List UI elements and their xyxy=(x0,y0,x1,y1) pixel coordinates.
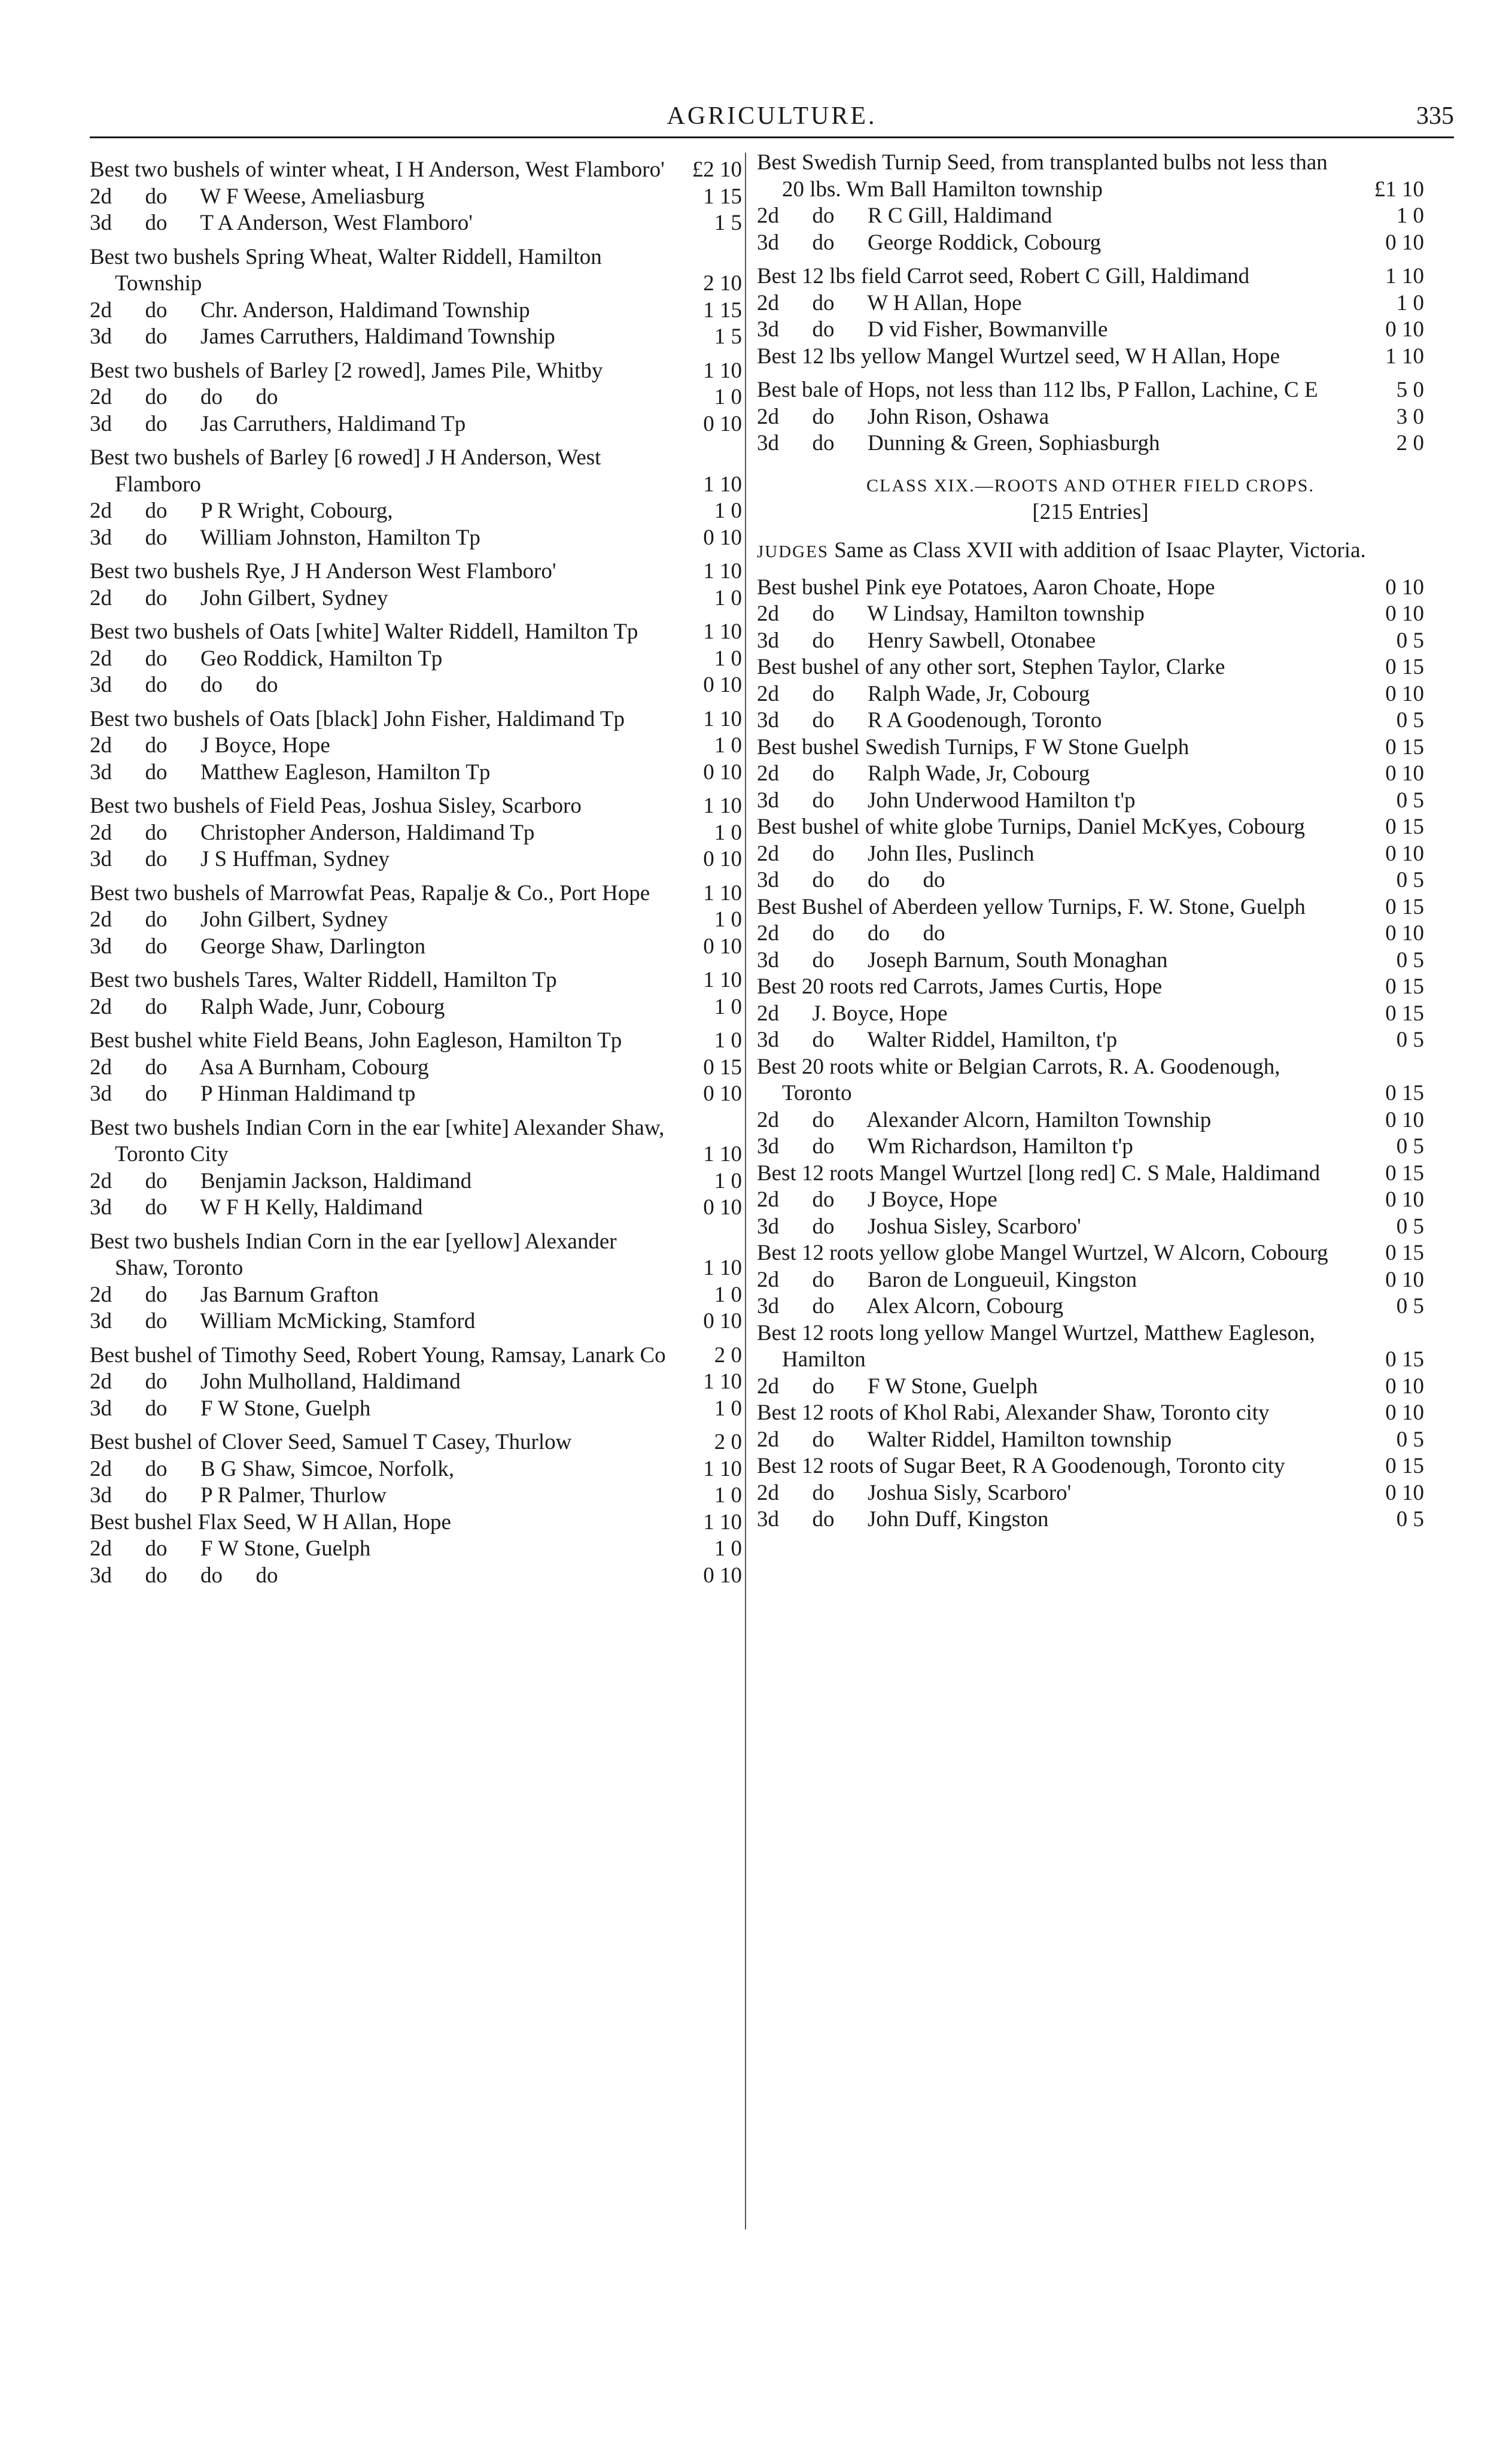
prize-amount: 0 15 xyxy=(1385,1001,1424,1026)
entry-text: 2d do John Mulholland, Haldimand xyxy=(90,1369,461,1394)
entry-text: Best two bushels of Oats [white] Walter Riddell, Hamilton Tp xyxy=(90,619,638,644)
entry-text: Best two bushels of Barley [6 rowed] J H Anderson, West Flamboro xyxy=(90,445,607,497)
prize-amount: 0 10 xyxy=(1385,761,1424,786)
prize-entry xyxy=(90,793,742,820)
prize-amount: 1 15 xyxy=(703,184,742,209)
prize-amount: 1 0 xyxy=(714,1396,742,1421)
prize-amount: 1 0 xyxy=(1396,203,1424,228)
entry-text: 3d do Walter Riddel, Hamilton, t'p xyxy=(757,1028,1118,1052)
entry-text: 3d do George Shaw, Darlington xyxy=(90,934,426,959)
prize-entry xyxy=(757,404,1424,431)
entry-text: 3d do do do xyxy=(90,673,278,697)
prize-entry xyxy=(90,759,742,786)
entry-text: 2d do Christopher Anderson, Haldimand Tp xyxy=(90,820,535,845)
entry-text: Best bushel Pink eye Potatoes, Aaron Choate, Hope xyxy=(757,575,1215,600)
prize-amount: 0 5 xyxy=(1396,1507,1424,1532)
prize-entry xyxy=(757,263,1424,290)
prize-entry xyxy=(757,344,1424,370)
prize-amount: 1 0 xyxy=(714,994,742,1019)
prize-amount: 1 5 xyxy=(714,211,742,235)
prize-amount: 0 10 xyxy=(1385,1267,1424,1292)
prize-entry xyxy=(757,203,1424,230)
prize-amount: 0 15 xyxy=(1385,815,1424,839)
prize-entry xyxy=(90,525,742,552)
entry-text: 3d do James Carruthers, Haldimand Township xyxy=(90,324,555,349)
prize-entry xyxy=(90,1396,742,1423)
entry-text: 2d do John Gilbert, Sydney xyxy=(90,907,388,932)
prize-amount: 1 10 xyxy=(1385,344,1424,369)
prize-entry xyxy=(757,430,1424,457)
prize-entry xyxy=(90,1081,742,1108)
prize-entry xyxy=(757,920,1424,947)
prize-entry xyxy=(90,706,742,733)
entry-text: Best two bushels of winter wheat, I H Anderson, West Flamboro' xyxy=(90,157,665,182)
entry-text: 3d do F W Stone, Guelph xyxy=(90,1396,371,1421)
prize-entry xyxy=(90,1115,742,1168)
prize-entry xyxy=(757,1187,1424,1214)
prize-amount: 1 10 xyxy=(703,1456,742,1481)
entry-text: Best bale of Hops, not less than 112 lbs, P Fallon, Lachine, C E xyxy=(757,378,1318,402)
prize-amount: 0 5 xyxy=(1396,788,1424,813)
entry-text: 3d do Wm Richardson, Hamilton t'p xyxy=(757,1134,1133,1159)
entry-text: 2d do Chr. Anderson, Haldimand Township xyxy=(90,297,530,323)
prize-entry xyxy=(757,894,1424,921)
entry-text: Best 20 roots red Carrots, James Curtis, Hope xyxy=(757,974,1163,999)
prize-amount: 1 10 xyxy=(703,794,742,818)
prize-entry xyxy=(757,230,1424,257)
prize-amount: 0 15 xyxy=(1385,1081,1424,1105)
prize-amount: 0 15 xyxy=(1385,974,1424,999)
entry-text: 3d do Alex Alcorn, Cobourg xyxy=(757,1294,1064,1318)
prize-entry xyxy=(90,1055,742,1081)
entry-text: 2d do Ralph Wade, Junr, Cobourg xyxy=(90,994,445,1019)
prize-amount: 0 5 xyxy=(1396,628,1424,653)
prize-amount: 1 10 xyxy=(703,619,742,644)
entry-text: Best bushel of Clover Seed, Samuel T Casey, Thurlow xyxy=(90,1430,572,1454)
prize-amount: 0 15 xyxy=(1385,1241,1424,1265)
entry-text: Best two bushels Spring Wheat, Walter Riddell, Hamilton Township xyxy=(90,244,607,296)
prize-amount: 0 10 xyxy=(1385,921,1424,946)
prize-amount: 0 10 xyxy=(703,1309,742,1333)
prize-entry xyxy=(90,157,742,184)
right-entries-bottom xyxy=(757,575,1424,1533)
entry-text: Best 12 roots Mangel Wurtzel [long red] C. S Male, Haldimand xyxy=(757,1160,1321,1186)
prize-entry xyxy=(757,1027,1424,1054)
entry-text: 2d do John Rison, Oshawa xyxy=(757,404,1049,429)
prize-amount: 0 10 xyxy=(1385,230,1424,255)
prize-entry xyxy=(90,1456,742,1483)
entry-text: Best 12 lbs yellow Mangel Wurtzel seed, W H Allan, Hope xyxy=(757,344,1280,369)
prize-amount: 1 10 xyxy=(703,968,742,992)
entry-text: Best two bushels of Field Peas, Joshua Sisley, Scarboro xyxy=(90,794,582,818)
prize-amount: 0 10 xyxy=(703,934,742,959)
prize-entry xyxy=(757,974,1424,1001)
prize-entry xyxy=(757,1001,1424,1028)
prize-entry xyxy=(90,585,742,612)
entry-text: 3d do P R Palmer, Thurlow xyxy=(90,1483,387,1508)
prize-amount: 0 10 xyxy=(1385,1107,1424,1132)
prize-entry xyxy=(90,324,742,351)
prize-amount: 0 10 xyxy=(703,1563,742,1588)
prize-entry xyxy=(757,1214,1424,1241)
prize-amount: 1 10 xyxy=(703,472,742,497)
prize-amount: £1 10 xyxy=(1374,177,1424,202)
prize-amount: 0 10 xyxy=(1385,317,1424,342)
entry-text: 3d do Joshua Sisley, Scarboro' xyxy=(757,1214,1081,1239)
entry-text: Best two bushels of Barley [2 rowed], James Pile, Whitby xyxy=(90,358,603,383)
entry-text: 2d do W F Weese, Ameliasburg xyxy=(90,184,425,209)
prize-entry xyxy=(757,628,1424,655)
prize-amount: 0 10 xyxy=(703,1081,742,1106)
entry-text: 3d do John Underwood Hamilton t'p xyxy=(757,788,1136,813)
prize-entry xyxy=(757,1427,1424,1454)
entry-text: 3d do Jas Carruthers, Haldimand Tp xyxy=(90,411,466,436)
entry-text: 2d do F W Stone, Guelph xyxy=(757,1374,1038,1399)
entry-text: 2d do P R Wright, Cobourg, xyxy=(90,499,393,523)
entry-text: 2d do W Lindsay, Hamilton township xyxy=(757,601,1145,626)
prize-entry xyxy=(90,558,742,585)
entry-text: 2d do Baron de Longueuil, Kingston xyxy=(757,1267,1137,1292)
entry-text: 3d do Henry Sawbell, Otonabee xyxy=(757,628,1096,653)
prize-entry xyxy=(757,947,1424,974)
entry-text: 3d do William McMicking, Stamford xyxy=(90,1309,476,1333)
prize-amount: 1 10 xyxy=(703,1369,742,1394)
entry-text: Best two bushels Indian Corn in the ear [yellow] Alexander Shaw, Toronto xyxy=(90,1229,622,1280)
entry-text: Best bushel Flax Seed, W H Allan, Hope xyxy=(90,1509,451,1535)
prize-entry xyxy=(757,377,1424,404)
entry-text: 3d do R A Goodenough, Toronto xyxy=(757,708,1102,733)
prize-amount: 1 10 xyxy=(703,1142,742,1166)
prize-amount: 0 10 xyxy=(1385,1187,1424,1212)
prize-entry xyxy=(757,654,1424,681)
prize-amount: 1 5 xyxy=(714,324,742,349)
prize-entry xyxy=(90,994,742,1021)
prize-amount: 0 10 xyxy=(703,759,742,785)
entry-text: 2d do Ralph Wade, Jr, Cobourg xyxy=(757,761,1090,786)
prize-amount: 0 10 xyxy=(703,411,742,436)
prize-amount: 0 5 xyxy=(1396,947,1424,973)
prize-amount: 1 0 xyxy=(714,1483,742,1508)
prize-amount: 1 10 xyxy=(703,880,742,906)
prize-amount: 0 15 xyxy=(1385,1160,1424,1186)
entry-text: 3d do William Johnston, Hamilton Tp xyxy=(90,525,480,550)
prize-entry xyxy=(757,150,1424,203)
entry-text: 2d do Ralph Wade, Jr, Cobourg xyxy=(757,681,1090,706)
prize-amount: 1 0 xyxy=(714,1168,742,1193)
prize-amount: 0 10 xyxy=(1385,1400,1424,1425)
entry-text: Best Swedish Turnip Seed, from transplanted bulbs not less than 20 lbs. Wm Ball Hamilton township xyxy=(757,150,1333,202)
prize-amount: 1 0 xyxy=(714,1536,742,1561)
prize-entry xyxy=(757,707,1424,734)
prize-amount: 0 15 xyxy=(1385,894,1424,919)
judges-text: Same as Class XVII with addition of Isaac Playter, Victoria. xyxy=(834,537,1366,563)
entry-text: 2d do J Boyce, Hope xyxy=(757,1187,997,1212)
prize-entry xyxy=(757,1107,1424,1134)
prize-amount: 0 10 xyxy=(703,1195,742,1220)
entry-text: 3d do do do xyxy=(757,868,945,892)
prize-entry xyxy=(90,184,742,211)
prize-entry xyxy=(90,672,742,699)
entry-text: 2d do John Gilbert, Sydney xyxy=(90,585,388,610)
running-title: AGRICULTURE. xyxy=(667,102,877,130)
prize-amount: 0 15 xyxy=(1385,1454,1424,1478)
prize-amount: 0 5 xyxy=(1396,1294,1424,1318)
prize-amount: 0 5 xyxy=(1396,868,1424,892)
prize-amount: £2 10 xyxy=(692,157,742,182)
prize-amount: 2 0 xyxy=(714,1342,742,1368)
entry-text: 2d do John Iles, Puslinch xyxy=(757,841,1035,866)
entry-text: 3d do D vid Fisher, Bowmanville xyxy=(757,317,1108,342)
prize-amount: 1 10 xyxy=(703,706,742,731)
prize-amount: 0 10 xyxy=(703,673,742,697)
column-divider xyxy=(745,153,746,2229)
entry-text: 3d do Matthew Eagleson, Hamilton Tp xyxy=(90,759,491,785)
prize-entry xyxy=(757,1054,1424,1107)
prize-entry xyxy=(90,358,742,385)
prize-entry xyxy=(757,601,1424,628)
prize-entry xyxy=(90,967,742,994)
prize-amount: 1 0 xyxy=(714,1028,742,1053)
entry-text: 2d J. Boyce, Hope xyxy=(757,1001,948,1026)
prize-amount: 0 10 xyxy=(1385,1480,1424,1505)
entry-text: Best two bushels of Marrowfat Peas, Rapalje & Co., Port Hope xyxy=(90,880,650,906)
entry-text: 3d do P Hinman Haldimand tp xyxy=(90,1081,416,1106)
prize-amount: 1 0 xyxy=(714,646,742,671)
prize-entry xyxy=(90,1536,742,1563)
prize-amount: 0 15 xyxy=(1385,655,1424,679)
prize-amount: 0 5 xyxy=(1396,1028,1424,1052)
prize-entry xyxy=(90,907,742,934)
prize-amount: 0 10 xyxy=(703,847,742,871)
prize-entry xyxy=(90,646,742,673)
entry-text: Best 12 roots yellow globe Mangel Wurtzel, W Alcorn, Cobourg xyxy=(757,1241,1328,1265)
prize-amount: 5 0 xyxy=(1396,378,1424,402)
entry-text: Best 12 roots long yellow Mangel Wurtzel, Matthew Eagleson, Hamilton xyxy=(757,1320,1321,1372)
entry-text: Best 12 lbs field Carrot seed, Robert C Gill, Haldimand xyxy=(757,264,1250,288)
prize-entry xyxy=(757,681,1424,708)
prize-entry xyxy=(90,880,742,907)
prize-entry xyxy=(90,1563,742,1590)
prize-entry xyxy=(90,1168,742,1195)
prize-amount: 1 0 xyxy=(714,499,742,523)
prize-amount: 3 0 xyxy=(1396,404,1424,429)
prize-entry xyxy=(757,1400,1424,1427)
prize-entry xyxy=(757,1134,1424,1160)
entry-text: 2d do Benjamin Jackson, Haldimand xyxy=(90,1168,472,1193)
prize-entry xyxy=(757,814,1424,841)
entry-text: 3d do Dunning & Green, Sophiasburgh xyxy=(757,431,1160,455)
entry-text: 2d do Geo Roddick, Hamilton Tp xyxy=(90,646,443,671)
prize-entry xyxy=(90,1342,742,1369)
prize-amount: 1 0 xyxy=(714,733,742,758)
prize-entry xyxy=(90,1229,742,1282)
prize-entry xyxy=(757,788,1424,815)
prize-entry xyxy=(90,846,742,873)
entry-text: 2d do R C Gill, Haldimand xyxy=(757,203,1052,228)
entry-text: 2d do W H Allan, Hope xyxy=(757,290,1022,315)
entry-text: Best bushel of Timothy Seed, Robert Young, Ramsay, Lanark Co xyxy=(90,1342,666,1368)
prize-entry xyxy=(90,244,742,297)
prize-entry xyxy=(90,1195,742,1222)
entry-text: Best two bushels Tares, Walter Riddell, Hamilton Tp xyxy=(90,968,557,992)
prize-amount: 2 0 xyxy=(714,1430,742,1454)
right-entries-top xyxy=(757,150,1424,457)
prize-amount: 1 10 xyxy=(1385,264,1424,288)
prize-amount: 0 10 xyxy=(1385,841,1424,866)
entry-text: 3d do John Duff, Kingston xyxy=(757,1507,1049,1532)
prize-amount: 1 0 xyxy=(714,385,742,409)
prize-amount: 2 10 xyxy=(703,271,742,296)
entry-text: 3d do Joseph Barnum, South Monaghan xyxy=(757,947,1168,973)
entry-text: Best two bushels of Oats [black] John Fisher, Haldimand Tp xyxy=(90,706,625,731)
entry-text: 3d do George Roddick, Cobourg xyxy=(757,230,1102,255)
entry-text: 2d do Jas Barnum Grafton xyxy=(90,1282,379,1307)
entry-text: Best bushel of white globe Turnips, Daniel McKyes, Cobourg xyxy=(757,815,1306,839)
prize-entry xyxy=(757,1506,1424,1533)
entry-text: 3d do do do xyxy=(90,1563,278,1588)
prize-entry xyxy=(90,1308,742,1335)
prize-entry xyxy=(757,575,1424,601)
entry-text: 2d do B G Shaw, Simcoe, Norfolk, xyxy=(90,1456,455,1481)
judges-label: JUDGES xyxy=(757,542,829,561)
entry-text: Best 20 roots white or Belgian Carrots, R. A. Goodenough, Toronto xyxy=(757,1054,1286,1105)
prize-entry xyxy=(757,1240,1424,1267)
prize-amount: 1 0 xyxy=(714,907,742,932)
prize-amount: 2 0 xyxy=(1396,431,1424,455)
prize-entry xyxy=(757,1293,1424,1320)
prize-entry xyxy=(90,820,742,847)
prize-amount: 1 0 xyxy=(1396,290,1424,315)
prize-entry xyxy=(90,1482,742,1509)
prize-amount: 0 10 xyxy=(1385,1374,1424,1399)
prize-amount: 1 15 xyxy=(703,297,742,323)
entry-text: 2d do Walter Riddel, Hamilton township xyxy=(757,1427,1172,1452)
prize-entry xyxy=(757,867,1424,894)
entry-text: Best two bushels Indian Corn in the ear [white] Alexander Shaw, Toronto City xyxy=(90,1115,670,1166)
prize-amount: 0 15 xyxy=(703,1055,742,1080)
entry-text: 2d do do do xyxy=(757,921,945,946)
prize-entry xyxy=(757,1320,1424,1374)
prize-entry xyxy=(757,1160,1424,1187)
header-rule xyxy=(90,136,1454,138)
entry-text: Best bushel of any other sort, Stephen Taylor, Clarke xyxy=(757,655,1225,679)
prize-entry xyxy=(757,734,1424,761)
prize-amount: 0 5 xyxy=(1396,1427,1424,1452)
entry-text: 2d do F W Stone, Guelph xyxy=(90,1536,371,1561)
entry-text: Best Bushel of Aberdeen yellow Turnips, F. W. Stone, Guelph xyxy=(757,894,1306,919)
prize-amount: 1 10 xyxy=(703,1509,742,1535)
prize-entry xyxy=(757,1480,1424,1507)
entry-text: 3d do T A Anderson, West Flamboro' xyxy=(90,211,473,235)
prize-entry xyxy=(90,1509,742,1536)
entry-text: 3d do W F H Kelly, Haldimand xyxy=(90,1195,423,1220)
entry-text: Best bushel Swedish Turnips, F W Stone Guelph xyxy=(757,734,1189,759)
prize-entry xyxy=(90,1369,742,1396)
prize-amount: 0 5 xyxy=(1396,708,1424,733)
prize-amount: 0 10 xyxy=(1385,601,1424,626)
prize-entry xyxy=(757,761,1424,788)
right-column xyxy=(757,150,1424,2424)
prize-amount: 1 10 xyxy=(703,358,742,383)
prize-entry xyxy=(757,1374,1424,1400)
prize-entry xyxy=(90,384,742,411)
prize-entry xyxy=(757,841,1424,868)
entry-text: Best 12 roots of Sugar Beet, R A Goodenough, Toronto city xyxy=(757,1454,1285,1478)
prize-entry xyxy=(90,210,742,237)
page-number: 335 xyxy=(1416,102,1454,130)
class-heading: CLASS XIX.—ROOTS AND OTHER FIELD CROPS. xyxy=(866,475,1315,496)
entry-text: 2d do Asa A Burnham, Cobourg xyxy=(90,1055,429,1080)
prize-entry xyxy=(90,297,742,324)
prize-entry xyxy=(90,934,742,961)
prize-amount: 1 10 xyxy=(703,559,742,584)
prize-entry xyxy=(90,411,742,438)
entry-text: 2d do Alexander Alcorn, Hamilton Township xyxy=(757,1107,1212,1132)
prize-entry xyxy=(757,290,1424,317)
entries-count: [215 Entries] xyxy=(1032,499,1149,524)
prize-amount: 0 10 xyxy=(1385,681,1424,706)
prize-amount: 0 15 xyxy=(1385,1347,1424,1372)
prize-amount: 0 10 xyxy=(703,525,742,550)
prize-amount: 1 0 xyxy=(714,820,742,845)
entry-text: Best bushel white Field Beans, John Eagleson, Hamilton Tp xyxy=(90,1028,622,1053)
prize-entry xyxy=(90,1429,742,1456)
prize-amount: 0 10 xyxy=(1385,575,1424,600)
entry-text: 2d do Joshua Sisly, Scarboro' xyxy=(757,1480,1072,1505)
prize-amount: 0 15 xyxy=(1385,734,1424,759)
prize-entry xyxy=(757,317,1424,344)
prize-amount: 1 0 xyxy=(714,1282,742,1307)
prize-entry xyxy=(90,1028,742,1055)
prize-entry xyxy=(757,1267,1424,1294)
entry-text: Best two bushels Rye, J H Anderson West Flamboro' xyxy=(90,559,556,584)
prize-amount: 0 5 xyxy=(1396,1214,1424,1239)
prize-amount: 1 0 xyxy=(714,585,742,610)
entry-text: 3d do J S Huffman, Sydney xyxy=(90,847,390,871)
left-column xyxy=(90,150,742,2424)
prize-amount: 1 10 xyxy=(703,1256,742,1280)
judges-line xyxy=(757,537,1424,565)
prize-entry xyxy=(90,1282,742,1309)
prize-entry xyxy=(90,619,742,646)
page-header xyxy=(90,90,1454,138)
entry-text: Best 12 roots of Khol Rabi, Alexander Shaw, Toronto city xyxy=(757,1400,1270,1425)
prize-entry xyxy=(90,445,742,498)
entry-text: 2d do do do xyxy=(90,385,278,409)
prize-entry xyxy=(90,733,742,759)
entry-text: 2d do J Boyce, Hope xyxy=(90,733,330,758)
prize-entry xyxy=(757,1453,1424,1480)
prize-entry xyxy=(90,498,742,525)
prize-amount: 0 5 xyxy=(1396,1134,1424,1159)
